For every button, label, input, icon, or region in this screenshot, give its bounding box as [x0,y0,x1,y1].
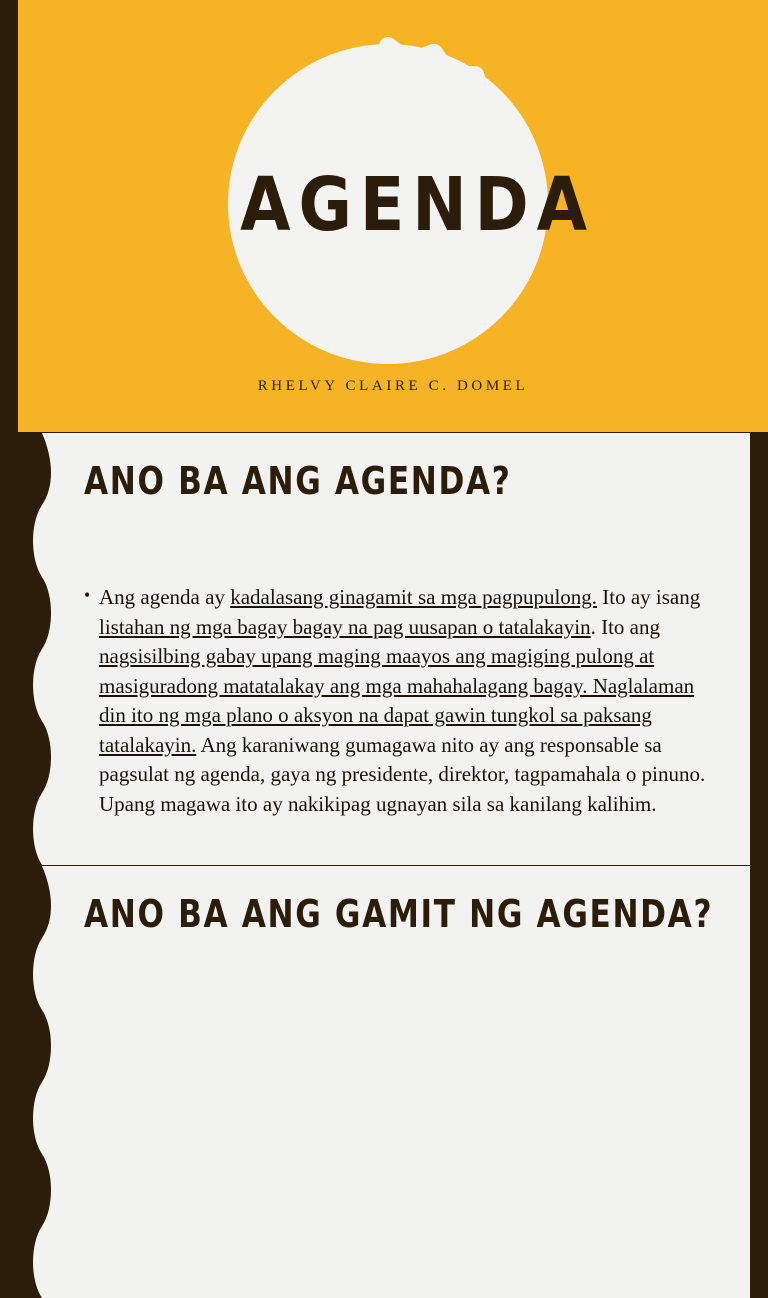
definition-slide [0,433,768,865]
text-run: Ito ay isang [597,585,701,609]
right-edge-strip [750,433,768,865]
section-heading: ANO BA ANG AGENDA? [84,459,512,503]
title-slide [0,0,768,432]
paragraph-text [84,583,714,819]
author-name: RHELVY CLAIRE C. DOMEL [257,378,529,394]
right-edge-strip [750,866,768,1298]
text-run: Ang karaniwang gumagawa nito ay ang responsable sa pagsulat ng agenda, gaya ng presidente, direktor, tagpamahala o pinuno. Upang magawa ito ay nakikipag ugnayan sila sa kanilang kalihim. [99,732,706,816]
bullet-dot-icon: • [84,585,91,605]
left-accent-bar [0,0,18,432]
underlined-phrase: kadalasang ginagamit sa mga pagpupulong. [230,585,598,609]
text-run: Ang agenda ay [99,585,231,609]
underlined-phrase: nagsisilbing gabay upang maging maayos ang magiging pulong at masiguradong matatalakay ang mga mahahalagang bagay. Naglalaman din ito ng mga plano o aksyon na dapat gawin tungkol sa paksang tatalakayin. [99,644,695,757]
usage-slide [0,866,768,1298]
slide-title: AGENDA [240,162,595,248]
text-run: . Ito ang [590,614,660,639]
underlined-phrase: listahan ng mga bagay bagay na pag uusapan o tatalakayin [99,614,591,639]
bullet-paragraph [84,583,714,819]
section-heading: ANO BA ANG GAMIT NG AGENDA? [84,892,714,936]
